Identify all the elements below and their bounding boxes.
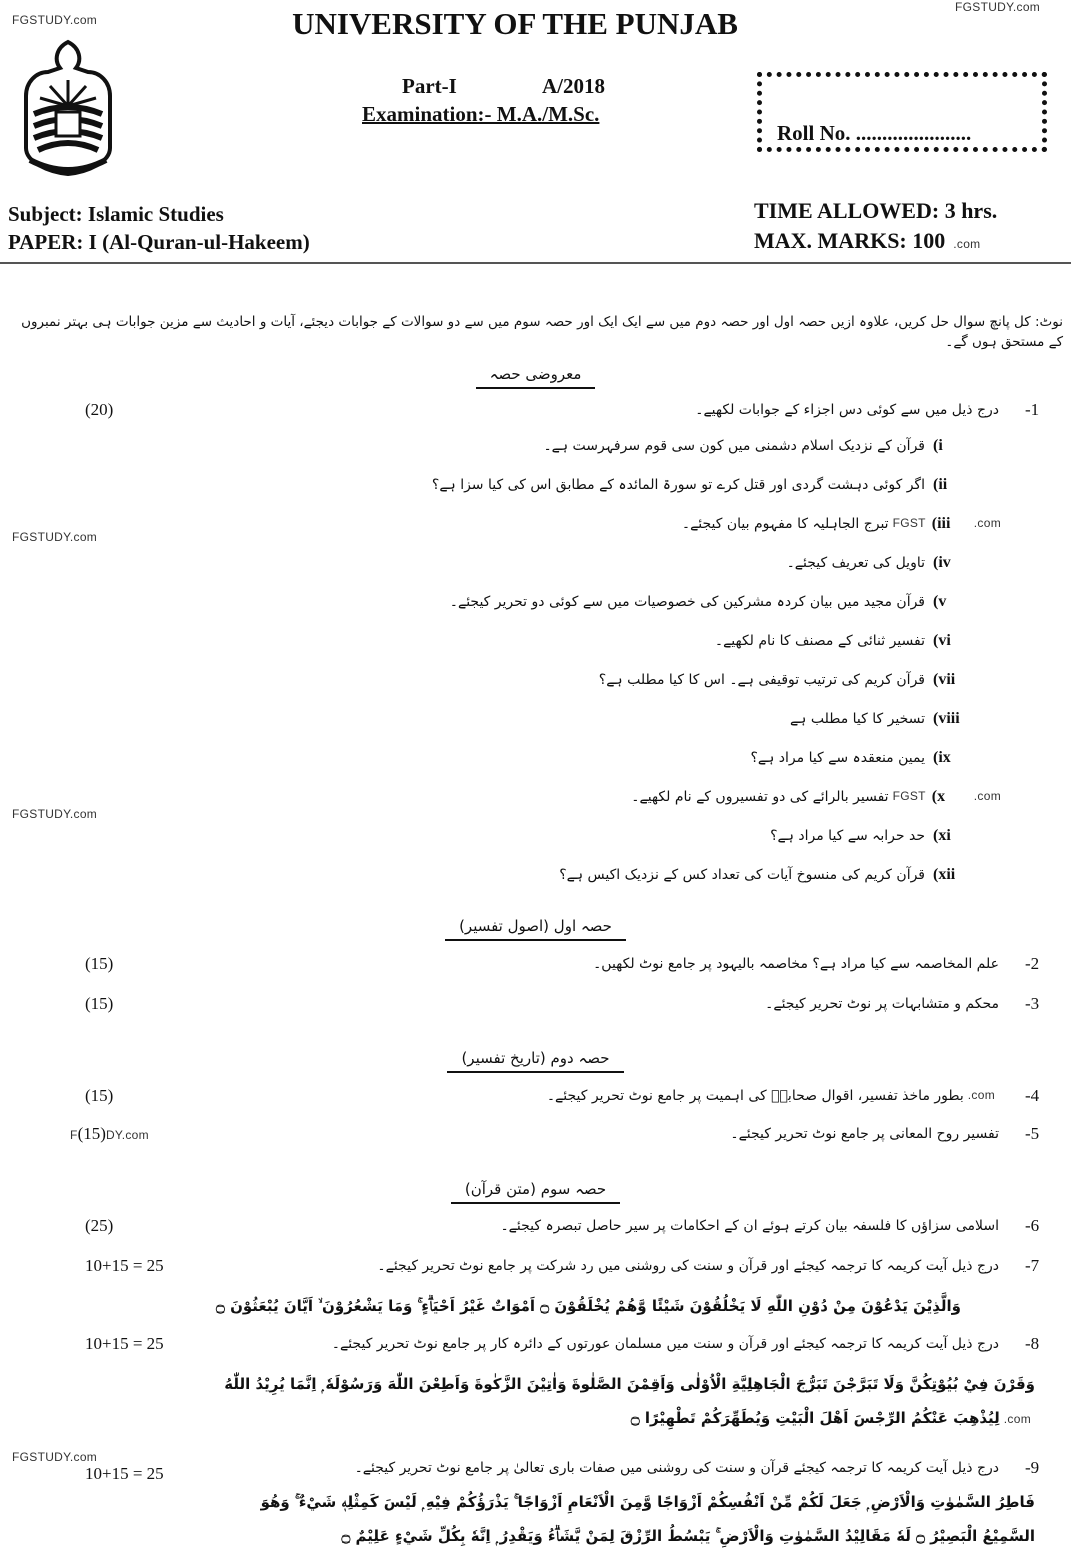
exam-session: A/2018	[542, 74, 605, 98]
watermark: FGSTUDY.com	[12, 530, 98, 544]
roll-number-label: Roll No. ......................	[777, 121, 972, 145]
examination-label: Examination:- M.A./M.Sc.	[362, 102, 600, 126]
sub-question-number: (xi	[933, 827, 951, 844]
question-marks: 10+15 = 25	[85, 1464, 164, 1483]
section-heading-part1	[0, 904, 1071, 954]
question-text: محکم و متشابہات پر نوٹ تحریر کیجئے۔	[765, 996, 999, 1012]
sub-question-number: (iv	[933, 554, 951, 571]
question-text: درج ذیل آیت کریمہ کا ترجمہ کیجئے اور قرآن و سنت کی روشنی میں رد شرکت پر جامع نوٹ تحریر کیجئے۔	[377, 1258, 999, 1274]
sub-question-text: اگر کوئی دہشت گردی اور قتل کرے تو سورۃ المائدہ کے مطابق اس کی کیا سزا ہے؟	[431, 477, 925, 493]
question-number: -5	[1025, 1124, 1040, 1143]
question-number: -6	[1025, 1216, 1040, 1235]
sub-question-text: قرآن کے نزدیک اسلام دشمنی میں کون سی قوم سرفہرست ہے۔	[543, 438, 925, 454]
sub-question-number: (v	[933, 593, 947, 610]
question-text: علم المخاصمہ سے کیا مراد ہے؟ مخاصمہ بالیہود پر جامع نوٹ لکھیں۔	[593, 956, 999, 972]
question-marks: (15)	[85, 994, 114, 1013]
watermark-partial: FGST	[892, 516, 926, 530]
sub-question-text: یمین منعقدہ سے کیا مراد ہے؟	[750, 750, 925, 766]
sub-question-text: تسخیر کا کیا مطلب ہے	[789, 711, 925, 727]
verse-row	[0, 1524, 1071, 1554]
question-marks-cell	[0, 1450, 180, 1484]
watermark-partial: .com	[973, 789, 1001, 803]
question-marks: 10+15 = 25	[85, 1334, 164, 1353]
question-row	[0, 1334, 1071, 1372]
sub-question-row	[0, 553, 1071, 592]
subject-label: Subject: Islamic Studies	[8, 202, 224, 226]
watermark-partial: .com	[953, 237, 981, 251]
question-text: بطور ماخذ تفسیر، اقوال صحابہؓ کی اہمیت پر جامع نوٹ تحریر کیجئے۔	[546, 1088, 964, 1104]
sub-question-number: (vi	[933, 632, 951, 649]
verse-row	[0, 1294, 1071, 1334]
watermark-partial: F	[70, 1128, 78, 1142]
max-marks: MAX. MARKS: 100	[754, 228, 946, 253]
question-number: -4	[1025, 1086, 1040, 1105]
quranic-verse: السَّمِيْعُ الْبَصِيْرُ ۝ لَهٗ مَقَالِيْدُ السَّمٰوٰتِ وَالْاَرْضِ ۚ يَبْسُطُ الرِّزْقَ لِمَنْ يَّشَاۗءُ وَيَقْدِرُ ۭ اِنَّهٗ بِكُلِّ شَيْءٍ عَلِيْمٌ ۝	[341, 1527, 1035, 1545]
sub-question-row	[0, 436, 1071, 475]
instructions-row	[0, 312, 1071, 354]
section-heading-text: حصہ سوم (متن قرآن)	[451, 1180, 620, 1204]
roll-number-box	[757, 72, 1047, 152]
watermark-partial: DY.com	[105, 1128, 149, 1142]
section-heading-part3	[0, 1168, 1071, 1216]
question-row	[0, 1086, 1071, 1124]
question-marks-cell	[0, 1124, 180, 1145]
sub-question-text: تاویل کی تعریف کیجئے۔	[786, 555, 925, 571]
quranic-verse: وَالَّذِيْنَ يَدْعُوْنَ مِنْ دُوْنِ اللّٰهِ لَا يَخْلُقُوْنَ شَيْئًا وَّهُمْ يُخْلَقُوْنَ ۝ اَمْوَاتٌ غَيْرُ اَحْيَاۗءٍ ۚ وَمَا يَشْعُرُوْنَ ۙ اَيَّانَ يُبْعَثُوْنَ ۝	[216, 1297, 961, 1315]
watermark: FGSTUDY.com	[12, 807, 98, 821]
section-heading-text: معروضی حصہ	[476, 365, 596, 389]
watermark-partial: .com	[967, 1088, 995, 1102]
question-text: اسلامی سزاؤں کا فلسفہ بیان کرتے ہوئے ان کے احکامات پر سیر حاصل تبصرہ کیجئے۔	[500, 1218, 999, 1234]
max-marks-line	[754, 228, 980, 254]
sub-question-number: (iii	[931, 515, 951, 532]
sub-question-text: حد حرابہ سے کیا مراد ہے؟	[770, 828, 925, 844]
section-heading-objective	[0, 354, 1071, 400]
quranic-verse: لِيُذْهِبَ عَنْكُمُ الرِّجْسَ اَهْلَ الْبَيْتِ وَيُطَهِّرَكُمْ تَطْهِيْرًا ۝	[630, 1409, 1000, 1427]
sub-question-number: (i	[933, 437, 943, 454]
sub-question-row	[0, 592, 1071, 631]
question-row	[0, 1450, 1071, 1490]
sub-question-text: قرآن کریم کی منسوخ آیات کی تعداد کس کے نزدیک اکیس ہے؟	[559, 867, 925, 883]
university-crest-logo	[8, 38, 128, 178]
question-marks: (20)	[85, 400, 114, 419]
quranic-verse: فَاطِرُ السَّمٰوٰتِ وَالْاَرْضِ ۭ جَعَلَ لَكُمْ مِّنْ اَنْفُسِكُمْ اَزْوَاجًا وَّمِنَ الْاَنْعَامِ اَزْوَاجًا ۚ يَذْرَؤُكُمْ فِيْهِ ۭ لَيْسَ كَمِثْلِهٖ شَيْءٌ ۚ وَهُوَ	[260, 1493, 1035, 1511]
question-number: -9	[1025, 1458, 1040, 1477]
sub-question-row	[0, 748, 1071, 787]
question-text: تفسیر روح المعانی پر جامع نوٹ تحریر کیجئے۔	[730, 1126, 999, 1142]
question-number: -8	[1025, 1334, 1040, 1353]
section-heading-part2	[0, 1036, 1071, 1086]
question-marks: 10+15 = 25	[85, 1256, 164, 1275]
sub-question-row	[0, 631, 1071, 670]
question-row	[0, 400, 1071, 436]
question-row	[0, 1256, 1071, 1294]
section-heading-text: حصہ دوم (تاریخ تفسیر)	[447, 1049, 623, 1073]
watermark-partial: FGST	[892, 789, 926, 803]
sub-question-row	[0, 787, 1071, 826]
sub-question-number: (viii	[933, 710, 960, 727]
question-row	[0, 1124, 1071, 1168]
university-title: UNIVERSITY OF THE PUNJAB	[292, 6, 738, 41]
sub-question-text: تفسیر ثنائی کے مصنف کا نام لکھیے۔	[714, 633, 925, 649]
time-allowed: TIME ALLOWED: 3 hrs.	[754, 198, 998, 223]
sub-question-number: (xii	[933, 866, 956, 883]
paper-label: PAPER: I (Al-Quran-ul-Hakeem)	[8, 230, 310, 254]
sub-question-text: تبرج الجاہلیہ کا مفہوم بیان کیجئے۔	[681, 516, 889, 532]
question-number: -3	[1025, 994, 1040, 1013]
quranic-verse: وَقَرْنَ فِيْ بُيُوْتِكُنَّ وَلَا تَبَرَّجْنَ تَبَرُّجَ الْجَاهِلِيَّةِ الْاُوْلٰى وَاَقِمْنَ الصَّلٰوةَ وَاٰتِيْنَ الزَّكٰوةَ وَاَطِعْنَ اللّٰهَ وَرَسُوْلَهٗ ۭ اِنَّمَا يُرِيْدُ اللّٰهُ	[224, 1375, 1035, 1393]
verse-row	[0, 1490, 1071, 1524]
question-row	[0, 954, 1071, 994]
sub-question-text: قرآن مجید میں بیان کردہ مشرکین کی خصوصیات میں سے کوئی دو تحریر کیجئے۔	[449, 594, 925, 610]
question-marks: (15)	[77, 1124, 106, 1143]
watermark: FGSTUDY.com	[12, 13, 98, 27]
sub-question-row	[0, 514, 1071, 553]
sub-question-row	[0, 865, 1071, 904]
sub-question-text: قرآن کریم کی ترتیب توقیفی ہے۔ اس کا کیا مطلب ہے؟	[598, 672, 925, 688]
question-number: -1	[1025, 400, 1040, 419]
question-paper-body	[0, 312, 1071, 1554]
sub-question-number: (vii	[933, 671, 956, 688]
verse-row	[0, 1372, 1071, 1406]
question-marks: (15)	[85, 1086, 114, 1105]
watermark-partial: .com	[1003, 1412, 1031, 1426]
question-number: -7	[1025, 1256, 1040, 1275]
sub-question-number: (ii	[933, 476, 948, 493]
question-marks: (25)	[85, 1216, 114, 1235]
header-divider	[0, 262, 1071, 264]
sub-question-row	[0, 475, 1071, 514]
exam-part: Part-I	[402, 74, 457, 98]
sub-question-row	[0, 709, 1071, 748]
section-heading-text: حصہ اول (اصول تفسیر)	[445, 917, 626, 941]
question-number: -2	[1025, 954, 1040, 973]
instructions-note: نوٹ: کل پانچ سوال حل کریں، علاوہ ازیں حصہ اول اور حصہ دوم میں سے ایک ایک اور حصہ سوم میں سے دو سوالات کے جوابات دیجئے، آیات و احادیث سے مزین جوابات ہی بہتر نمبروں کے مستحق ہوں گے۔	[21, 314, 1063, 350]
watermark: FGSTUDY.com	[955, 0, 1041, 14]
question-text: درج ذیل آیت کریمہ کا ترجمہ کیجئے قرآن و سنت کی روشنی میں صفات باری تعالیٰ پر جامع نوٹ تحریر کیجئے۔	[354, 1460, 999, 1476]
sub-question-number: (ix	[933, 749, 951, 766]
question-marks: (15)	[85, 954, 114, 973]
question-text: درج ذیل آیت کریمہ کا ترجمہ کیجئے اور قرآن و سنت میں مسلمان عورتوں کے دائرہ کار پر جامع نوٹ تحریر کیجئے۔	[331, 1336, 999, 1352]
question-row	[0, 994, 1071, 1036]
watermark-partial: .com	[973, 516, 1001, 530]
watermark: FGSTUDY.com	[12, 1450, 98, 1464]
question-text: درج ذیل میں سے کوئی دس اجزاء کے جوابات لکھیے۔	[695, 402, 999, 418]
sub-question-text: تفسیر بالرائے کی دو تفسیروں کے نام لکھیے۔	[631, 789, 889, 805]
verse-row	[0, 1406, 1071, 1450]
sub-question-row	[0, 826, 1071, 865]
sub-question-number: (x	[931, 788, 946, 805]
question-row	[0, 1216, 1071, 1256]
sub-question-row	[0, 670, 1071, 709]
